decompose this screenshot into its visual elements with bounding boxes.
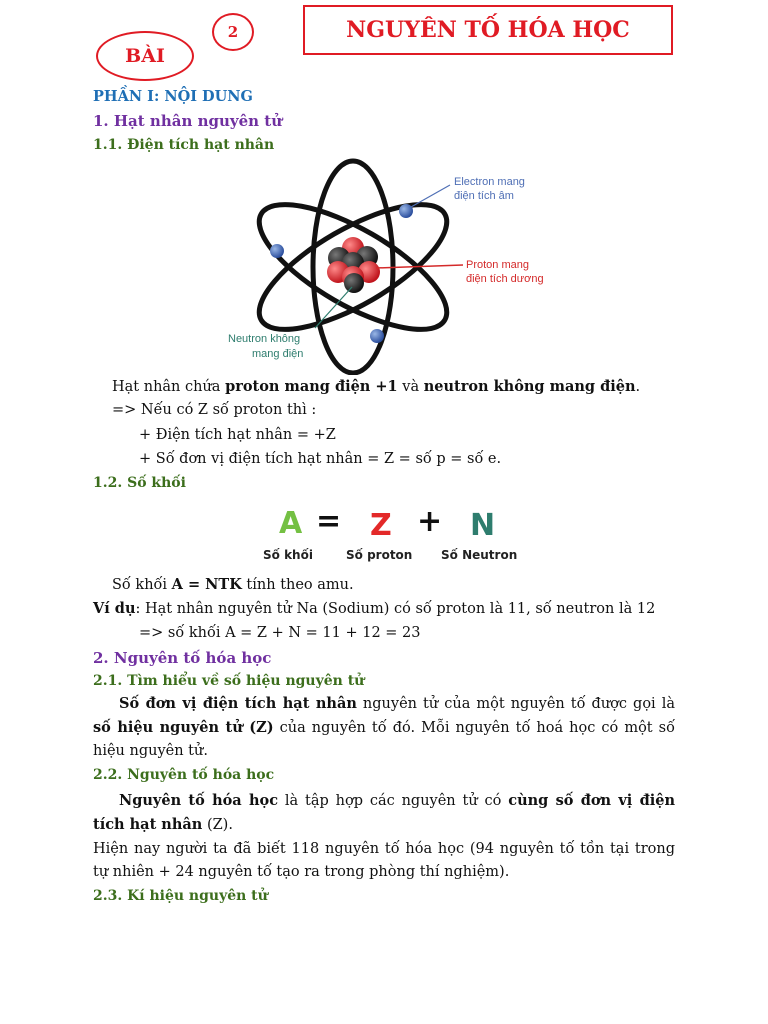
text-run: Số khối xyxy=(112,577,172,593)
electron-label-line2: điện tích âm xyxy=(454,190,514,202)
text-run: là tập hợp các nguyên tử có xyxy=(278,793,509,809)
text-run: và xyxy=(397,379,424,395)
formula-label-n: Số Neutron xyxy=(441,548,518,562)
section-1-2-heading: 1.2. Số khối xyxy=(93,475,186,491)
electron-label-line1: Electron mang xyxy=(454,176,525,188)
neutron-label-line2: mang điện xyxy=(252,348,304,360)
section-1-1-heading: 1.1. Điện tích hạt nhân xyxy=(93,137,275,153)
formula-a: A xyxy=(279,506,303,541)
formula-n: N xyxy=(470,508,496,543)
section-2-1-heading: 2.1. Tìm hiểu về số hiệu nguyên tử xyxy=(93,673,365,689)
lesson-number-label: 2 xyxy=(227,23,239,41)
example-calculation: => số khối A = Z + N = 11 + 12 = 23 xyxy=(139,625,421,641)
text-run: (Z). xyxy=(202,817,233,833)
section-2-2-heading: 2.2. Nguyên tố hóa học xyxy=(93,767,275,783)
text-run-bold: Nguyên tố hóa học xyxy=(119,792,279,809)
nucleus xyxy=(327,237,380,293)
page-title-text: NGUYÊN TỐ HÓA HỌC xyxy=(346,17,630,43)
lesson-number xyxy=(212,13,254,51)
neutron-label-line1: Neutron không xyxy=(228,333,301,345)
proton-label-line2: điện tích dương xyxy=(466,273,544,285)
proton-label-line1: Proton mang xyxy=(466,259,529,271)
formula-plus: + xyxy=(417,504,443,539)
text-run-bold: cùng số đơn vị điện tích hạt nhân xyxy=(93,792,675,833)
text-run: . xyxy=(635,379,641,395)
section-2-3-heading: 2.3. Kí hiệu nguyên tử xyxy=(93,888,268,904)
text-run: của nguyên tố đó. Mỗi nguyên tố hoá học có một số hiệu nguyên tử. xyxy=(93,720,675,759)
mass-number-definition xyxy=(112,576,354,593)
section-2-heading: 2. Nguyên tố hóa học xyxy=(93,649,272,667)
text-run-bold: Ví dụ xyxy=(93,600,136,617)
proton-condition: => Nếu có Z số proton thì : xyxy=(112,402,317,418)
text-run-bold: neutron không mang điện xyxy=(423,378,636,395)
atom-diagram xyxy=(220,155,560,375)
lesson-badge-label: BÀI xyxy=(125,45,165,67)
element-definition-paragraph xyxy=(93,789,675,837)
element-count-paragraph: Hiện nay người ta đã biết 118 nguyên tố hóa học (94 nguyên tố tồn tại trong tự nhiên + 24 nguyên tố tạo ra trong phòng thí nghiệm). xyxy=(93,841,675,880)
formula-equals: = xyxy=(316,504,342,539)
example-line xyxy=(93,600,655,617)
text-run: Hạt nhân chứa xyxy=(112,379,226,395)
formula-z: Z xyxy=(370,508,392,543)
nucleus-description xyxy=(112,378,640,395)
part-title: PHẦN I: NỘI DUNG xyxy=(93,88,253,105)
text-run: nguyên tử của một nguyên tố được gọi là xyxy=(356,696,675,712)
text-run: tính theo amu. xyxy=(241,577,354,593)
page-title xyxy=(303,5,673,55)
charge-units-line: + Số đơn vị điện tích hạt nhân = Z = số p = số e. xyxy=(139,451,502,467)
text-run-bold: số hiệu nguyên tử (Z) xyxy=(93,719,274,736)
nuclear-charge-line: + Điện tích hạt nhân = +Z xyxy=(139,427,336,443)
formula-label-a: Số khối xyxy=(263,548,313,562)
text-run: : Hạt nhân nguyên tử Na (Sodium) có số proton là 11, số neutron là 12 xyxy=(135,601,656,617)
lesson-badge xyxy=(96,31,194,81)
text-run-bold: proton mang điện +1 xyxy=(225,378,398,395)
text-run-bold: A = NTK xyxy=(171,576,242,593)
text-run-bold: Số đơn vị điện tích hạt nhân xyxy=(119,695,357,712)
atomic-number-paragraph xyxy=(93,692,675,763)
section-1-heading: 1. Hạt nhân nguyên tử xyxy=(93,112,283,130)
formula-label-z: Số proton xyxy=(346,548,413,562)
